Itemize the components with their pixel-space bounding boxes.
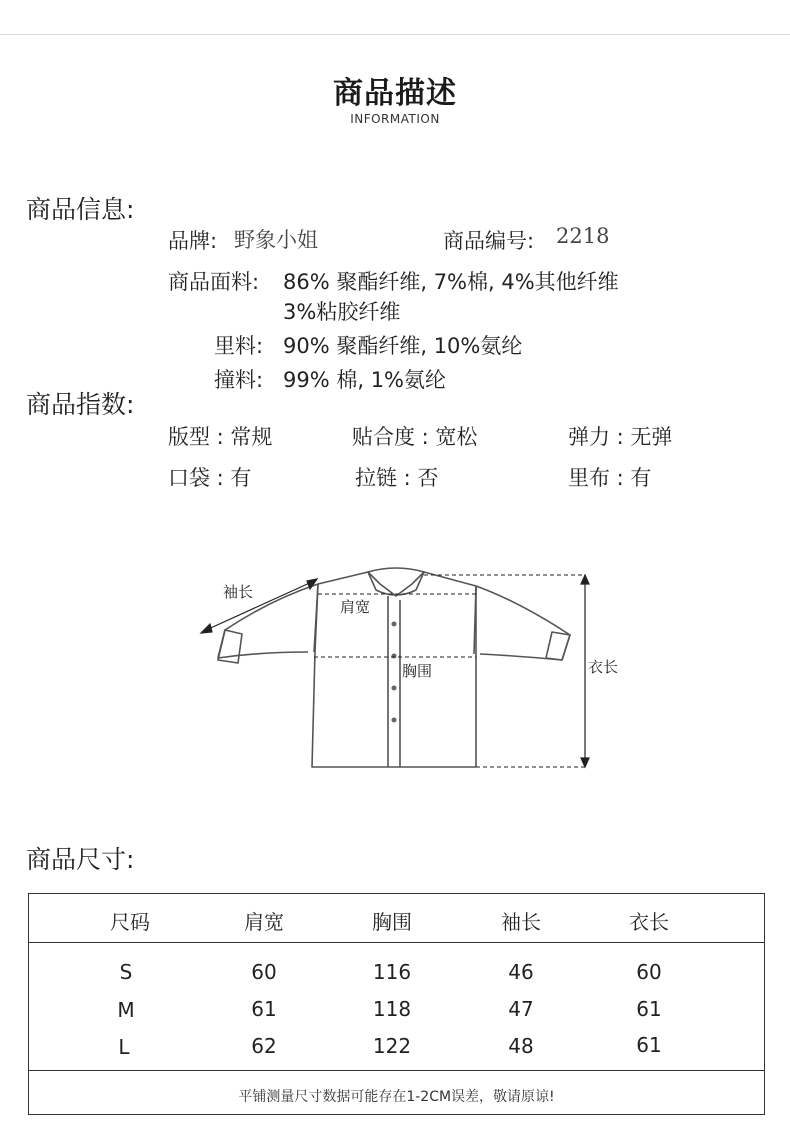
right-cuff — [546, 632, 570, 660]
measurement-note: 平铺测量尺寸数据可能存在1-2CM误差，敬请原谅! — [238, 1089, 555, 1105]
cell-length: 60 — [636, 960, 662, 984]
page-title: 商品描述 — [333, 76, 457, 111]
contrast-value: 99% 棉, 1%氨纶 — [283, 368, 447, 392]
cell-sleeve: 47 — [508, 997, 534, 1021]
cell-size: M — [117, 998, 135, 1022]
sleeve-label: 袖长 — [223, 583, 254, 601]
cell-shoulder: 61 — [251, 997, 277, 1021]
chest-label: 胸围 — [402, 662, 433, 680]
index-pocket: 口袋 : 有 — [168, 466, 252, 490]
fabric-value-1: 86% 聚酯纤维, 7%棉, 4%其他纤维 — [283, 270, 619, 294]
top-divider — [0, 34, 790, 35]
info-heading: 商品信息: — [26, 195, 135, 224]
sku-label: 商品编号: — [443, 229, 535, 253]
cell-chest: 118 — [372, 997, 412, 1021]
index-fit: 版型 : 常规 — [168, 425, 273, 449]
cell-chest: 116 — [372, 960, 412, 984]
size-heading: 商品尺寸: — [26, 845, 135, 874]
lining-value: 90% 聚酯纤维, 10%氨纶 — [283, 334, 523, 358]
length-label: 衣长 — [588, 658, 619, 676]
brand-label: 品牌: — [168, 229, 218, 253]
col-header-chest: 胸围 — [372, 910, 412, 934]
fabric-value-2: 3%粘胶纤维 — [283, 300, 401, 324]
cell-length: 61 — [636, 997, 662, 1021]
index-lining: 里布 : 有 — [568, 466, 652, 490]
shoulder-label: 肩宽 — [340, 598, 371, 616]
cell-size: S — [119, 960, 133, 984]
col-header-sleeve: 袖长 — [501, 910, 541, 934]
garment-diagram — [190, 560, 620, 780]
body — [312, 572, 476, 767]
right-sleeve — [476, 586, 570, 660]
cell-length: 61 — [636, 1033, 662, 1057]
brand-value: 野象小姐 — [234, 228, 318, 252]
fabric-label: 商品面料: — [168, 270, 260, 294]
size-table — [28, 893, 765, 1115]
table-header-divider — [29, 942, 764, 943]
col-header-length: 衣长 — [629, 910, 669, 934]
lining-label: 里料: — [214, 334, 264, 358]
cell-size: L — [118, 1035, 130, 1059]
index-zipper: 拉链 : 否 — [355, 466, 439, 490]
index-heading: 商品指数: — [26, 390, 135, 419]
table-footer-divider — [29, 1070, 764, 1071]
sku-value: 2218 — [556, 224, 610, 248]
contrast-label: 撞料: — [214, 368, 264, 392]
cell-chest: 122 — [372, 1034, 412, 1058]
page-subtitle: INFORMATION — [350, 112, 440, 126]
cell-shoulder: 60 — [251, 960, 277, 984]
sleeve-arrow — [204, 581, 314, 631]
cell-sleeve: 48 — [508, 1034, 534, 1058]
col-header-shoulder: 肩宽 — [244, 910, 284, 934]
buttons — [392, 622, 397, 723]
index-looseness: 贴合度 : 宽松 — [352, 425, 478, 449]
col-header-size: 尺码 — [110, 910, 150, 934]
cell-sleeve: 46 — [508, 960, 534, 984]
cell-shoulder: 62 — [251, 1034, 277, 1058]
index-elasticity: 弹力 : 无弹 — [568, 425, 673, 449]
